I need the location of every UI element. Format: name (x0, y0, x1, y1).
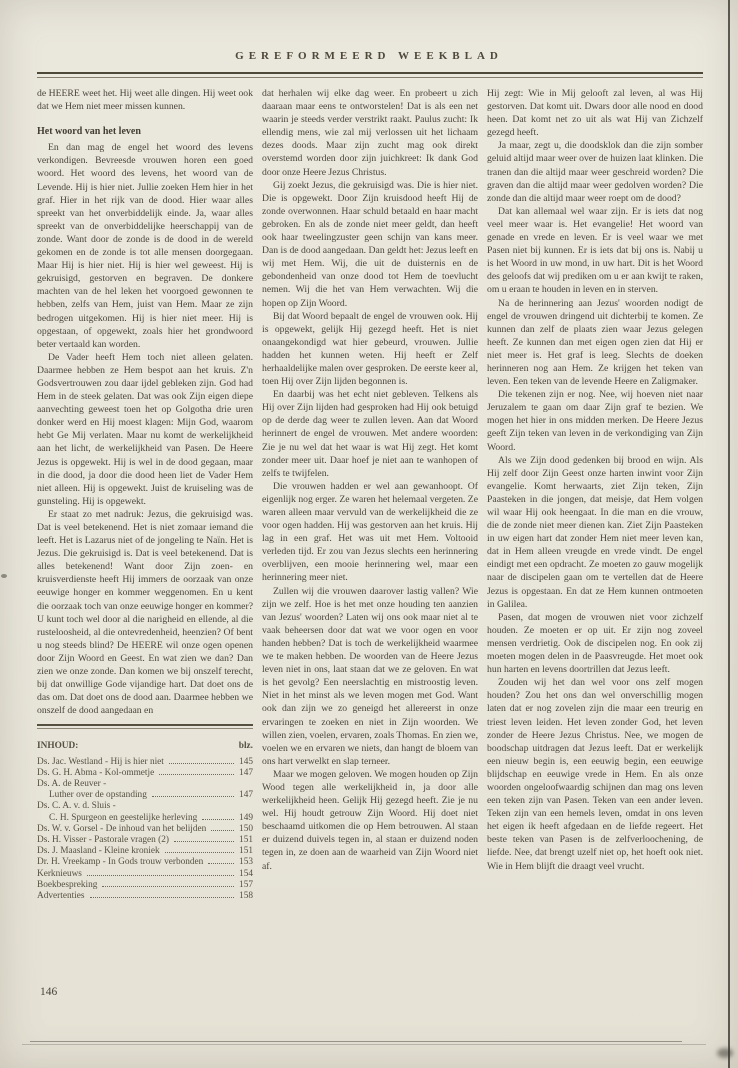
toc-row: Ds. C. A. v. d. Sluis - (37, 801, 116, 812)
toc-title: INHOUD: (37, 741, 79, 752)
dot-leader (211, 830, 234, 831)
paragraph: Er staat zo met nadruk: Jezus, die gekruisigd was. Dat is veel betekenend. Het is niet zomaar iemand die leeft. Het is Lazarus niet of de jongeling te Naïn. Het is Jezus. Die gekruisigd is. Dat is veel betekenend. Dat is alles betekenend! Want door Zijn zoen- en kruisverdienste heeft Hij immers de oorzaak van onze eeuwige honger en kommer weggenomen. En u kent die oorzaak toch van onze eeuwige honger en kommer? U kunt toch wel door al die narigheid en ellende, al die rusteloosheid, al die ontevredenheid, heenzien? Of bent u nog steeds blind? De HEERE wil onze ogen openen door Zijn Woord en Geest. En wat zien we dan? Dan zien we onze zonde. Dan komen we bij onszelf terecht, bij dat onwillige Gode vijandige hart. Dat doet ons de das om. Dat doet ons de dood aan. Daarmee hebben we onszelf de dood aangedaan en (37, 508, 253, 717)
scan-bottom-rule-faint (22, 1044, 706, 1045)
paragraph: Hij zegt: Wie in Mij gelooft zal leven, al was Hij gestorven. Dat komt uit. Dwars door alle nood en dood heen. Dat komt net zo uit als wat Hij van Zichzelf gezegd heeft. (487, 88, 703, 139)
toc-row: Kerknieuws 154 (37, 868, 253, 879)
paragraph: Zullen wij die vrouwen daarover lastig vallen? Wie zijn we zelf. Hoe is het met onze houding ten aanzien van Jezus' woorden? Laten wij ons ook maar niet al te vaak beheersen door dat wat we voor ogen en voor handen hebben? Dat is toch de werkelijkheid waarmee we te maken hebben. De woorden van de Heere Jezus leven niet in ons, laat staan dat we ze geloven. En wat is het gevolg? Een neerslachtig en mistroostig leven. Niet in het minst als we leven mogen met God. Want ook dan zijn we zo geneigd het allereerst in onze ervaringen te zoeken en niet in Zijn woorden. We willen zien, voelen, ervaren, zoals Thomas. En zien we, voelen we en ervaren we niets, dan hangt de bloem van ons hart verwelkt en slap terneer. (262, 585, 478, 767)
toc-row: Ds. A. de Reuver - (37, 779, 107, 790)
toc-row: C. H. Spurgeon en geestelijke herleving 149 (49, 812, 253, 823)
scan-corner-smudge (717, 1048, 733, 1058)
toc-row: Ds. Jac. Westland - Hij is hier niet 145 (37, 756, 253, 767)
text-column-left (37, 87, 253, 902)
toc-header (37, 741, 253, 752)
toc-row: Ds. W. v. Gorsel - De inhoud van het belijden 150 (37, 823, 253, 834)
paragraph: Zouden wij het dan wel voor ons zelf mogen houden? Zou het ons dan wel onverschillig mogen laten dat er nog zovelen zijn die maar een treurig en triest leven leiden. Het leven zonder God, het leven zonder de Heere Jezus Christus. Nee, we mogen de boodschap uitdragen dat Jezus leeft. Dat er werkelijk een nieuw begin is, een eeuwig begin, een eeuwige blijdschap en eeuwige vrede in Hem. En als onze woorden ongeloofwaardig schijnen dan mag ons leven een teken zijn van Pasen. Teken van een ander leven. Teken zijn van een hemels leven, omdat in ons leven het eigen ik heeft afgedaan en de liefde regeert. Het beste teken van Pasen is de zelfverloochening, de liefde. Nee, dat brengt uzelf niet op, het hoeft ook niet. Wie in Hem blijft die draagt veel vrucht. (487, 677, 703, 872)
dot-leader (102, 886, 234, 887)
scan-bottom-rule (30, 1041, 682, 1042)
toc-row: Advertenties 158 (37, 891, 253, 902)
header-rule (37, 72, 703, 78)
dot-leader (165, 852, 234, 853)
scan-edge-artifact (728, 0, 730, 1068)
paragraph: Bij dat Woord bepaalt de engel de vrouwen ook. Hij is opgewekt, gelijk Hij gezegd heeft. Het is niet onaangekondigd wat hier gebeurd, vrouwen. Jullie hadden het kunnen weten. Hij heeft er Zelf herhaaldelijke malen over gesproken. De eerste keer al, toen Hij over Zijn lijden begonnen is. (262, 310, 478, 388)
page-title: GEREFORMEERD WEEKBLAD (235, 50, 503, 62)
paragraph: Dat kan allemaal wel waar zijn. Er is iets dat nog veel meer waar is. Het evangelie! Het woord van genade en vrede en leven. Er is veel waar we met Pasen niet bij kunnen. Er is iets dat bij ons is. Nabij u is het Woord in uw mond, in uw hart. Dit is het Woord des geloofs dat wij prediken om u er aan kwijt te raken, om u eraan te houden in leven en in sterven. (487, 205, 703, 296)
toc-row: Dr. H. Vreekamp - In Gods trouw verbonden 153 (37, 857, 253, 868)
dot-leader (87, 875, 234, 876)
dot-leader (159, 774, 234, 775)
dot-leader (174, 841, 234, 842)
paragraph: dat herhalen wij elke dag weer. En probeert u zich daaraan maar eens te ontworstelen! Dat is als een net waarin je steeds verder verstrikt raakt. Paulus zucht: Ik ellendig mens, wie zal mij verlossen uit het lichaam dezes doods. Maar zijn zucht mag ook direkt overstemd worden door zijn juichkreet: Ik dank God door onze Heere Jezus Christus. (262, 88, 478, 178)
section-heading: Het woord van het leven (37, 126, 141, 138)
toc-row: Ds. J. Maasland - Kleine kroniek 151 (37, 846, 253, 857)
dot-leader (169, 763, 234, 764)
table-of-contents (37, 741, 253, 902)
toc-row: Ds. H. Visser - Pastorale vragen (2) 151 (37, 835, 253, 846)
paragraph: Die vrouwen hadden er wel aan gewanhoopt. Of eigenlijk nog erger. Ze waren het helemaal vergeten. Ze waren alleen maar vervuld van de werkelijkheid die ze voor ogen hadden. Hij was gestorven aan het kruis. Hij lag in een graf. Het was uit met Hem. Voltooid verleden tijd. Er zou van Jezus slechts een herinnering overblijven, een mooie herinnering wel, maar een herinnering meer niet. (262, 480, 478, 584)
paragraph: Gij zoekt Jezus, die gekruisigd was. Die is hier niet. Die is opgewekt. Door Zijn kruisdood heeft Hij de zonde overwonnen. Haar schuld betaald en haar macht gebroken. En als de zonde niet meer geldt, dan heeft ook haar tweelingzuster geen schijn van kans meer. Dan is de dood aangedaan. Dan geldt het: Jezus leeft en wij met Hem. Wij, die uit de duisternis en de gebondenheid van onze dood tot Hem de toevlucht nemen. Wij die het van Hem verwachten. Wij die hopen op Zijn Woord. (262, 179, 479, 309)
paragraph: de HEERE weet het. Hij weet alle dingen. Hij weet ook dat we Hem niet meer missen kunnen. (37, 88, 253, 113)
dot-leader (208, 863, 234, 864)
paragraph: Maar we mogen geloven. We mogen houden op Zijn Wood tegen alle werkelijkheid in, ja door alle werkelijkheid heen. Gelijk Hij gezegd heeft. Zie je nu wel. Hij houdt getrouw Zijn Woord. Hij doet niet beschaamd uitkomen die op Hem betrouwen. Al staan er duizend duivels tegen in, al staan er duizend noden tegen in, ze doen aan de waarheid van Zijn Woord niet af. (262, 768, 478, 872)
paragraph: De Vader heeft Hem toch niet alleen gelaten. Daarmee hebben ze Hem bespot aan het kruis. Z'n Godsvertrouwen zou daar ijdel gebleken zijn. God had Hem in de steek gelaten. Dat was ook Zijn eigen diepe aanvechting geweest toen het op Golgotha drie uren donker werd en Hij moest klagen: Mijn God, waarom hebt Ge Mij verlaten. Maar nu komt de werkelijkheid aan het licht, de werkelijkheid van Pasen. De Heere Jezus is opgewekt. Hij is wel in de dood gegaan, maar in die dood, ja door die dood heen liet de Vader Hem niet alleen. Hij is opgewekt. Juist de kruiseling was de gunsteling. Hij is opgewekt. (37, 351, 253, 507)
dot-leader (90, 897, 234, 898)
toc-divider (37, 724, 253, 729)
paragraph: Als we Zijn dood gedenken bij brood en wijn. Als Hij zelf door Zijn Geest onze harten inwint voor Zijn evangelie. Komt herwaarts, ziet Zijn teken, Zijn Paasteken in die jongen, dat meisje, dat Hem volgen wil waar Hij ook heengaat. In die man en die vrouw, die de zonde niet meer dienen kan. Ziet Zijn Paasteken in uw eigen hart dat zonder Hem niet meer leven kan, dat in Hem alleen vreugde en vrede vindt. De engel eindigt met een opdracht. Ze moeten zo gauw mogelijk naar de discipelen gaan om te vertellen dat de Heere Jezus is opgestaan. En dat ze Hem kunnen ontmoeten in Galilea. (487, 454, 703, 610)
toc-page-column-label: blz. (238, 741, 253, 752)
text-column-right (487, 87, 703, 902)
scan-edge-speck (1, 574, 7, 578)
paragraph: Na de herinnering aan Jezus' woorden nodigt de engel de vrouwen dringend uit dichterbij te komen. Ze kunnen dan zelf de plaats zien waar Jezus gelegen heeft. Ze kunnen dan met eigen ogen zien dat Hij er niet meer is. Het graf is leeg. Slechts de doeken herinneren nog aan Hem. Ze krijgen het teken van leven. Een teken van de levende Heere en Zaligmaker. (487, 297, 703, 388)
dot-leader (152, 796, 234, 797)
toc-row: Luther over de opstanding 147 (49, 790, 253, 801)
page-number: 146 (40, 986, 58, 998)
paragraph: Die tekenen zijn er nog. Nee, wij hoeven niet naar Jeruzalem te gaan om daar Zijn graf te bezien. We mogen het hier in ons midden merken. De Heere Jezus geeft Zijn teken van leven in de verkondiging van Zijn Woord. (487, 389, 703, 453)
toc-row: Boekbespreking 157 (37, 879, 253, 890)
toc-row: Ds. G. H. Abma - Kol-ommetje 147 (37, 767, 253, 778)
paragraph: En daarbij was het echt niet gebleven. Telkens als Hij over Zijn lijden had gesproken had Hij ook betuigd op de derde dag weer te zullen leven. Aan dat Woord herinnert de engel de vrouwen. Met andere woorden: Zie je nu wel dat het waar is wat Hij zegt. Het komt zonder meer uit. Daar hoef je niet aan te wanhopen of zelfs te twijfelen. (262, 389, 478, 479)
text-column-middle (262, 87, 478, 902)
paragraph: Ja maar, zegt u, die doodsklok dan die zijn somber geluid altijd maar weer over de huizen laat klinken. Die tranen dan die altijd maar weer geschreid worden? Die graven dan die altijd maar weer gedolven worden? Die zonde dan die altijd maar weer roept om de dood? (487, 140, 703, 204)
dot-leader (202, 819, 234, 820)
paragraph: En dan mag de engel het woord des levens verkondigen. Bevreesde vrouwen horen een goed woord. Het woord des levens, het woord van de Levende. Hij is hier niet. Jullie zoeken Hem hier in het graf. Hier in het rijk van de dood. Hier waar alles spreekt van het onverbiddelijk einde. Ja, waar alles spreekt van de onverbiddelijke heerschappij van de zonde. Want door de zonde is de dood in de wereld gekomen en de zonde is tot alle mensen doorgegaan. Maar Hij is hier niet. Hij is hier wel geweest. Hij is gekruisigd, gestorven en begraven. De donkere machten van de hel leken het voorgoed gewonnen te hebben, zelfs van Hem, juist van Hem. Maar ze zijn bedrogen uitgekomen. Hij is hier niet meer. Hij is opgestaan, of opgewekt, zoals hier het grondwoord beter vertaald kan worden. (37, 142, 253, 350)
text-columns (37, 87, 703, 902)
paragraph: Pasen, dat mogen de vrouwen niet voor zichzelf houden. Ze moeten er op uit. Er zijn nog zoveel mensen verdrietig. Ook de discipelen nog. En ook zij moeten mogen delen in de Paasvreugde. Het moet ook hun harten en levens doortrillen dat Jezus leeft. (487, 611, 703, 676)
